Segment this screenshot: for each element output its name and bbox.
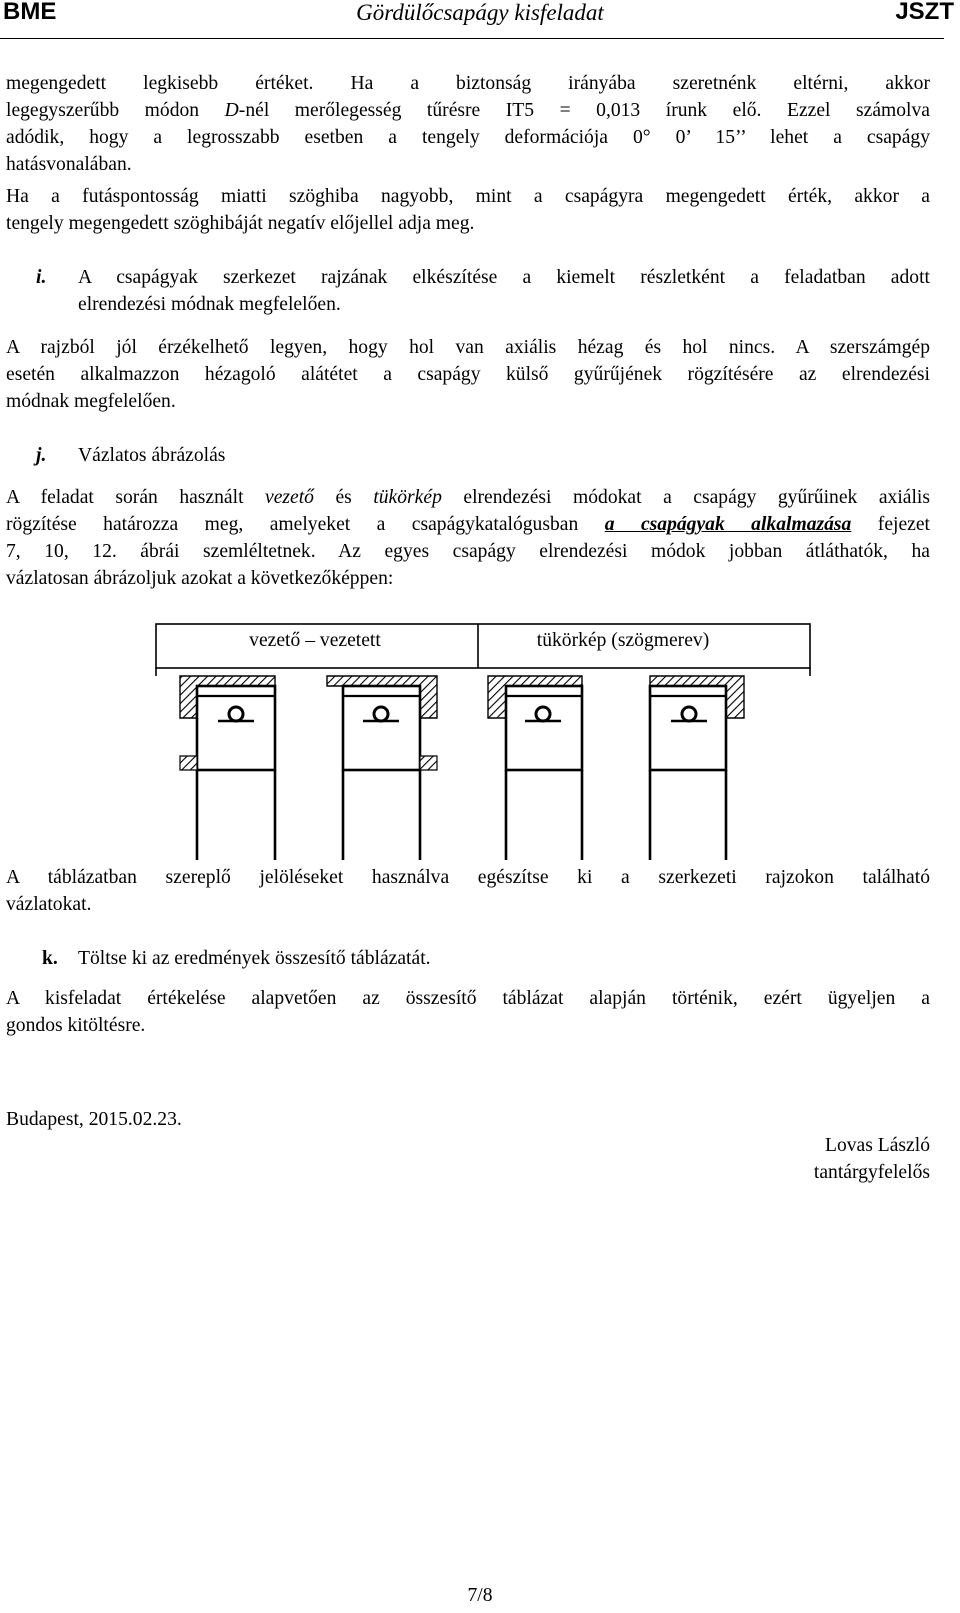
page-header [0,0,960,44]
place-date: Budapest, 2015.02.23. [6,1109,182,1130]
text-line: esetén alkalmazzon hézagoló alátétet a csapágy külső gyűrűjének rögzítésére az elrendezési [6,364,930,385]
paragraph-evaluation [6,985,930,1039]
text-line: hatásvonalában. [6,154,132,175]
text-line: adódik, hogy a legrosszabb esetben a tengely deformációja 0° 0’ 15’’ lehet a csapágy [6,127,930,148]
signer-name: Lovas László [824,1135,930,1156]
text-line: módnak megfelelően. [6,391,176,412]
signer-role: tantárgyfelelős [813,1162,930,1183]
bearing-sketch-3 [488,676,582,860]
text-line: 7, 10, 12. ábrái szemléltetnek. Az egyes csapágy elrendezési módok jobban átláthatók, ha [6,541,930,562]
text-line: elrendezési módnak megfelelően. [78,294,341,315]
page-number: 7/8 [467,1585,493,1606]
text-line: A táblázatban szereplő jelöléseket használva egészítse ki a szerkezeti rajzokon található [6,867,930,888]
task-item-k [6,945,930,972]
text-line: A rajzból jól érzékelhető legyen, hogy hol van axiális hézag és hol nincs. A szerszámgép [6,337,930,358]
text-line: A kisfeladat értékelése alapvetően az összesítő táblázat alapján történik, ezért ügyeljen a [6,988,930,1009]
item-marker: i. [36,267,47,288]
item-text: Töltse ki az eredmények összesítő táblázatát. [78,948,431,969]
bearing-sketch-1 [180,676,275,860]
text-line: rögzítése határozza meg, amelyeket a csapágykatalógusban a csapágyak alkalmazása fejezet [6,514,930,535]
text-line: vázlatosan ábrázoljuk azokat a következőképpen: [6,568,394,589]
paragraph-tolerance [6,70,930,178]
paragraph-arrangement [6,484,930,592]
item-marker: k. [42,948,58,969]
item-text: Vázlatos ábrázolás [78,445,226,466]
text-line: Ha a futáspontosság miatti szöghiba nagyobb, mint a csapágyra megengedett érték, akkor a [6,186,930,207]
text-line: vázlatokat. [6,894,92,915]
paragraph-complete-sketches [6,864,930,918]
text-line: A csapágyak szerkezet rajzának elkészítése a kiemelt részletként a feladatban adott [78,267,930,288]
header-title: Gördülőcsapágy kisfeladat [356,0,604,25]
bearing-sketch-4 [650,676,744,860]
task-item-j [6,442,930,469]
header-department: JSZT [895,0,954,25]
header-rule [0,38,944,39]
text-line: legegyszerűbb módon D-nél merőlegesség tűrésre IT5 = 0,013 írunk elő. Ezzel számolva [6,100,930,121]
signature-block [814,1132,930,1186]
bearing-arrangement-figure [0,620,960,870]
figure-caption-mirror: tükörkép (szögmerev) [536,630,710,651]
bearing-sketch-2 [327,676,437,860]
text-line: tengely megengedett szöghibáját negatív előjellel adja meg. [6,213,475,234]
text-line: A feladat során használt vezető és tükörkép elrendezési módokat a csapágy gyűrűinek axiális [6,487,930,508]
text-line: gondos kitöltésre. [6,1015,146,1036]
paragraph-angular-error [6,183,930,237]
task-item-i [6,264,930,318]
item-marker: j. [36,445,47,466]
header-institution: BME [3,0,57,25]
figure-caption-guiding: vezető – vezetett [249,630,381,651]
paragraph-drawing [6,334,930,415]
text-line: megengedett legkisebb értéket. Ha a biztonság irányába szeretnénk eltérni, akkor [6,73,930,94]
